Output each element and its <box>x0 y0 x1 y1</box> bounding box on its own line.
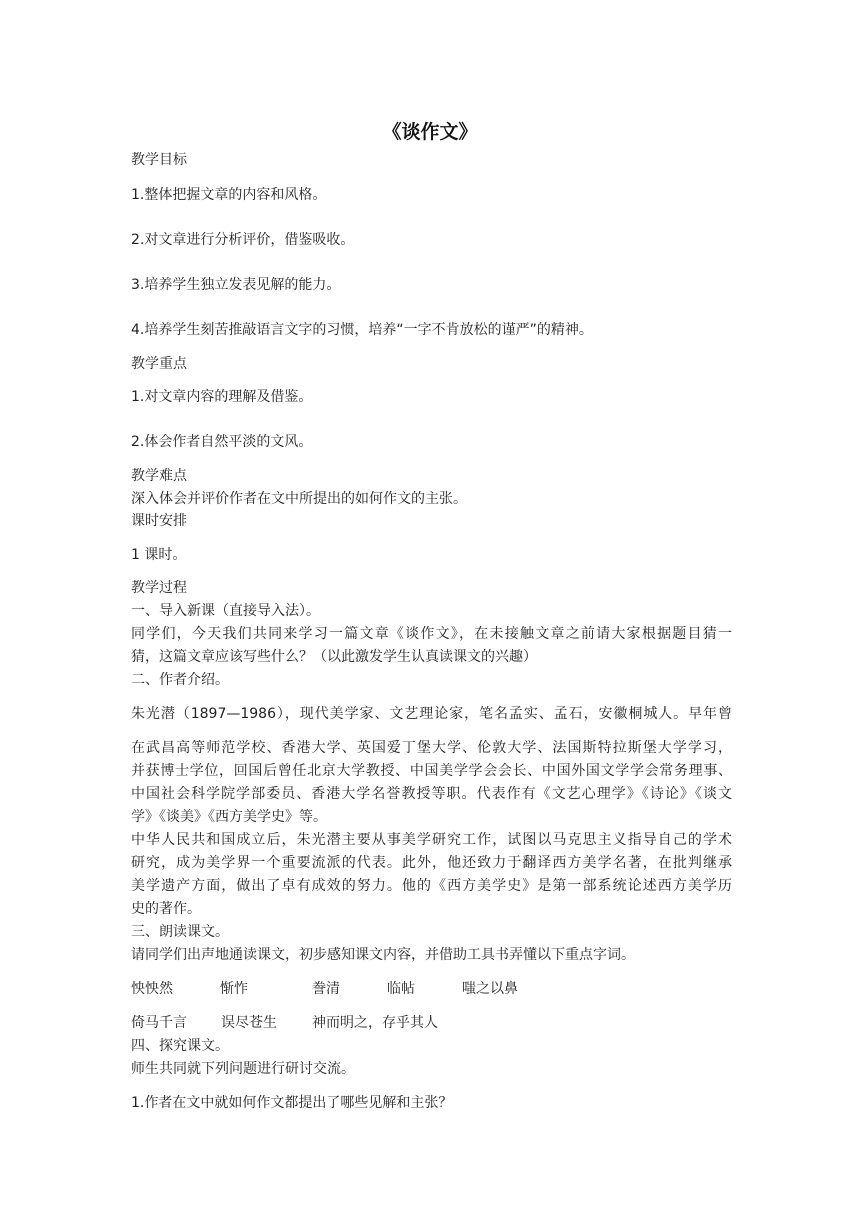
schedule-heading: 课时安排 <box>131 513 187 529</box>
vocabulary-word: 神而明之，存乎其人 <box>312 1015 438 1031</box>
key-points-heading: 教学重点 <box>131 356 187 372</box>
section-1-text: 猜，这篇文章应该写些什么？（以此激发学生认真读课文的兴趣） <box>131 649 537 665</box>
objectives-heading: 教学目标 <box>131 152 187 168</box>
vocabulary-word: 惭怍 <box>220 981 248 997</box>
vocabulary-word: 临帖 <box>387 981 415 997</box>
author-intro-text: 在武昌高等师范学校、香港大学、英国爱丁堡大学、伦敦大学、法国斯特拉斯堡大学学习， <box>131 740 732 756</box>
difficulty-heading: 教学难点 <box>131 468 187 484</box>
vocabulary-word: 嗤之以鼻 <box>462 981 518 997</box>
section-4-heading: 四、探究课文。 <box>131 1038 229 1054</box>
section-4-text: 师生共同就下列问题进行研讨交流。 <box>131 1061 355 1077</box>
key-point-item: 2.体会作者自然平淡的文风。 <box>131 434 313 450</box>
objective-item: 3.培养学生独立发表见解的能力。 <box>131 277 341 293</box>
author-intro-text: 朱光潜（1897—1986），现代美学家、文艺理论家，笔名孟实、孟石，安徽桐城人。早年曾 <box>131 706 732 722</box>
vocabulary-word: 倚马千言 <box>131 1015 187 1031</box>
difficulty-text: 深入体会并评价作者在文中所提出的如何作文的主张。 <box>131 491 467 507</box>
section-1-text: 同学们，今天我们共同来学习一篇文章《谈作文》，在未接触文章之前请大家根据题目猜一 <box>131 626 732 642</box>
section-3-heading: 三、朗读课文。 <box>131 924 229 940</box>
schedule-text: 1 课时。 <box>131 547 187 563</box>
vocabulary-word: 误尽苍生 <box>221 1015 277 1031</box>
author-intro-text: 学》《谈美》《西方美学史》等。 <box>131 809 327 825</box>
author-intro-text: 并获博士学位，回国后曾任北京大学教授、中国美学学会会长、中国外国文学学会常务理事、 <box>131 763 732 779</box>
author-intro-text: 研究，成为美学界一个重要流派的代表。此外，他还致力于翻译西方美学名著，在批判继承 <box>131 855 732 871</box>
document-title: 《谈作文》 <box>382 121 478 143</box>
objective-item: 2.对文章进行分析评价，借鉴吸收。 <box>131 232 355 248</box>
author-intro-text: 中华人民共和国成立后，朱光潜主要从事美学研究工作，试图以马克思主义指导自己的学术 <box>131 832 732 848</box>
vocabulary-row <box>131 978 731 1001</box>
objective-item: 1.整体把握文章的内容和风格。 <box>131 187 327 203</box>
section-3-text: 请同学们出声地通读课文，初步感知课文内容，并借助工具书弄懂以下重点字词。 <box>131 947 635 963</box>
author-intro-text: 史的著作。 <box>131 901 201 917</box>
vocabulary-word: 怏怏然 <box>131 981 173 997</box>
author-intro-text: 中国社会科学院学部委员、香港大学名誉教授等职。代表作有《文艺心理学》《诗论》《谈文 <box>131 786 732 802</box>
process-heading: 教学过程 <box>131 580 187 596</box>
author-intro-text: 美学遗产方面，做出了卓有成效的努力。他的《西方美学史》是第一部系统论述西方美学历 <box>131 878 732 894</box>
key-point-item: 1.对文章内容的理解及借鉴。 <box>131 389 313 405</box>
vocabulary-word: 誊清 <box>312 981 340 997</box>
vocabulary-row <box>131 1012 731 1035</box>
objective-item: 4.培养学生刻苦推敲语言文字的习惯，培养“一字不肯放松的谨严”的精神。 <box>131 322 593 338</box>
question-item: 1.作者在文中就如何作文都提出了哪些见解和主张？ <box>131 1095 453 1111</box>
section-1-heading: 一、导入新课（直接导入法）。 <box>131 603 320 619</box>
section-2-heading: 二、作者介绍。 <box>131 672 229 688</box>
